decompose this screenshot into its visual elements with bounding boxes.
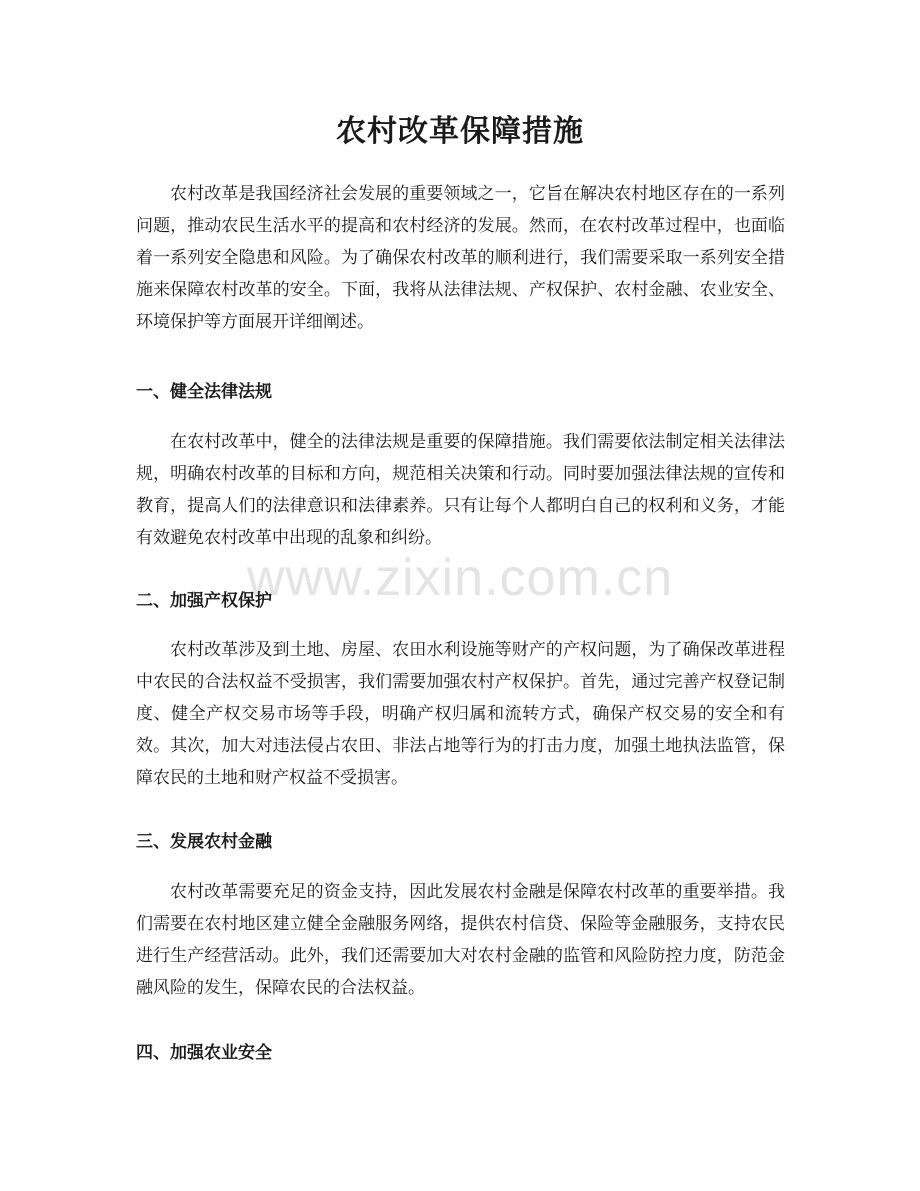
section-heading-property: 二、加强产权保护 — [136, 591, 272, 611]
section-heading-agriculture: 四、加强农业安全 — [136, 1043, 272, 1063]
section-paragraph-property: 农村改革涉及到土地、房屋、农田水利设施等财产的产权问题，为了确保改革进程中农民的合法权益不受损害，我们需要加强农村产权保护。首先，通过完善产权登记制度、健全产权交易市场等手段，明确产权归属和流转方式，确保产权交易的安全和有效。其次，加大对违法侵占农田、非法占地等行为的打击力度，加强土地执法监管，保障农民的土地和财产权益不受损害。 — [136, 640, 785, 788]
section-paragraph-finance: 农村改革需要充足的资金支持，因此发展农村金融是保障农村改革的重要举措。我们需要在农村地区建立健全金融服务网络，提供农村信贷、保险等金融服务，支持农民进行生产经营活动。此外，我们还需要加大对农村金融的监管和风险防控力度，防范金融风险的发生，保障农民的合法权益。 — [136, 882, 785, 998]
watermark: www.zixin.com.cn — [246, 549, 674, 607]
section-heading-finance: 三、发展农村金融 — [136, 832, 272, 852]
page-title: 农村改革保障措施 — [336, 114, 584, 149]
section-paragraph-legal: 在农村改革中，健全的法律法规是重要的保障措施。我们需要依法制定相关法律法规，明确农村改革的目标和方向，规范相关决策和行动。同时要加强法律法规的宣传和教育，提高人们的法律意识和法律素养。只有让每个人都明白自己的权利和义务，才能有效避免农村改革中出现的乱象和纠纷。 — [136, 432, 785, 548]
section-heading-legal: 一、健全法律法规 — [136, 382, 272, 402]
intro-paragraph: 农村改革是我国经济社会发展的重要领域之一，它旨在解决农村地区存在的一系列问题，推动农民生活水平的提高和农村经济的发展。然而，在农村改革过程中，也面临着一系列安全隐患和风险。为了确保农村改革的顺利进行，我们需要采取一系列安全措施来保障农村改革的安全。下面，我将从法律法规、产权保护、农村金融、农业安全、环境保护等方面展开详细阐述。 — [136, 184, 785, 332]
